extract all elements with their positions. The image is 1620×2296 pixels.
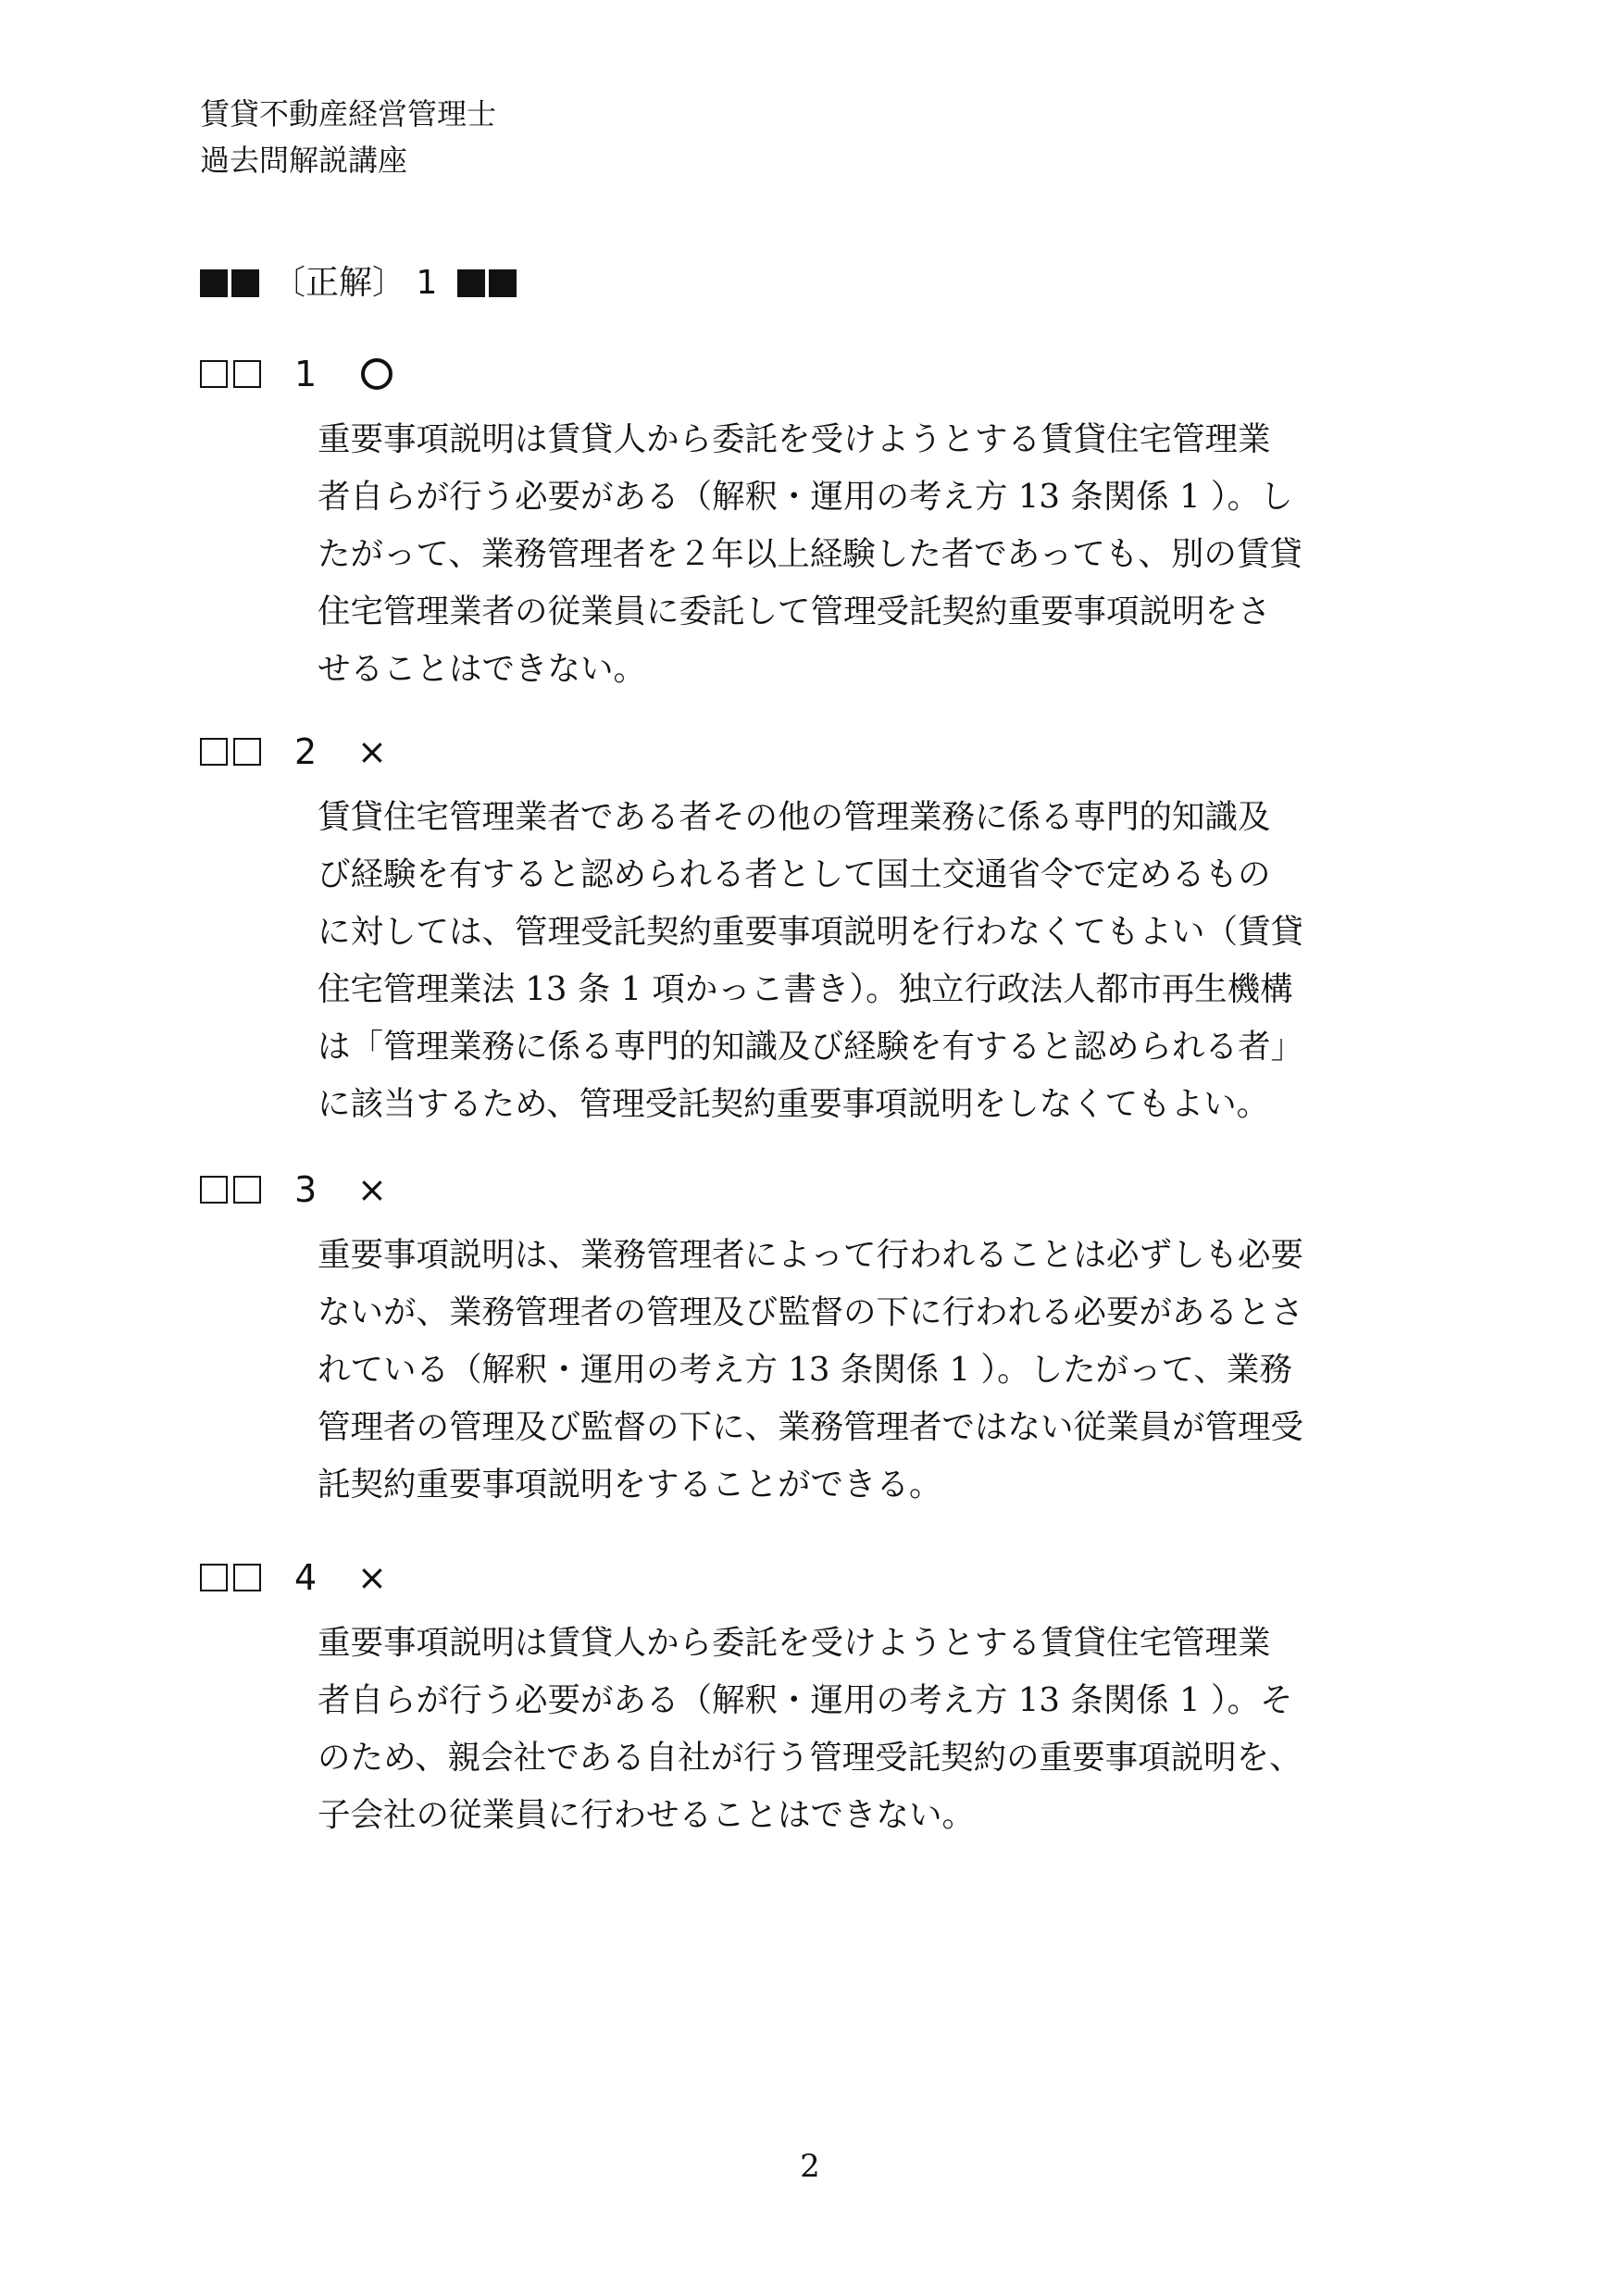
item-header — [200, 1552, 1366, 1603]
body-line: 子会社の従業員に行わせることはできない。 — [318, 1796, 976, 1834]
body-line: 管理者の管理及び監督の下に、業務管理者ではない従業員が管理受 — [318, 1408, 1304, 1446]
answer-right-blocks — [457, 269, 520, 297]
explanation-item-2 — [200, 726, 1366, 1133]
page-number: 2 — [800, 2148, 820, 2185]
checkbox-icon[interactable] — [200, 1564, 228, 1591]
black-square-icon — [231, 269, 259, 297]
answer-left-blocks — [200, 269, 263, 297]
item-header — [200, 726, 1366, 778]
checkbox-icon[interactable] — [233, 1176, 261, 1204]
body-line: 住宅管理業者の従業員に委託して管理受託契約重要事項説明をさ — [318, 593, 1271, 630]
header-title: 賃貸不動産経営管理士 — [200, 96, 497, 131]
item-number: 1 — [294, 354, 318, 394]
checkbox-icon[interactable] — [233, 360, 261, 388]
body-line: たがって、業務管理者を２年以上経験した者であっても、別の賃貸 — [318, 535, 1302, 573]
item-number: 2 — [294, 731, 318, 772]
correct-mark-icon — [361, 358, 393, 390]
checkbox-icon[interactable] — [233, 738, 261, 766]
checkbox-icon[interactable] — [200, 1176, 228, 1204]
item-header — [200, 348, 1366, 400]
checkbox-icon[interactable] — [233, 1564, 261, 1591]
body-line: 住宅管理業法 13 条 1 項かっこ書き）。独立行政法人都市再生機構 — [318, 970, 1293, 1008]
body-line: 重要事項説明は、業務管理者によって行われることは必ずしも必要 — [318, 1236, 1304, 1274]
checkbox-icon[interactable] — [200, 738, 228, 766]
item-number: 3 — [294, 1169, 318, 1210]
header-subtitle: 過去問解説講座 — [200, 143, 408, 178]
document-header — [200, 91, 496, 183]
body-line: 重要事項説明は賃貸人から委託を受けようとする賃貸住宅管理業 — [318, 420, 1271, 458]
incorrect-mark-icon: × — [357, 1557, 387, 1598]
item-header — [200, 1164, 1366, 1216]
explanation-item-1 — [200, 348, 1366, 698]
body-line: び経験を有すると認められる者として国土交通省令で定めるもの — [318, 855, 1271, 893]
black-square-icon — [200, 269, 228, 297]
body-line: 者自らが行う必要がある（解釈・運用の考え方 13 条関係 1 ）。し — [318, 478, 1293, 516]
answer-text: 〔正解〕 1 — [272, 264, 438, 302]
body-line: せることはできない。 — [318, 650, 647, 688]
item-body — [318, 1227, 1366, 1514]
incorrect-mark-icon: × — [357, 731, 387, 772]
body-line: 重要事項説明は賃貸人から委託を受けようとする賃貸住宅管理業 — [318, 1624, 1271, 1662]
body-line: 賃貸住宅管理業者である者その他の管理業務に係る専門的知識及 — [318, 798, 1271, 836]
body-line: に対しては、管理受託契約重要事項説明を行わなくてもよい（賃貸 — [318, 913, 1304, 951]
body-line: 託契約重要事項説明をすることができる。 — [318, 1466, 942, 1504]
body-line: れている（解釈・運用の考え方 13 条関係 1 ）。したがって、業務 — [318, 1351, 1292, 1389]
answer-heading — [200, 256, 520, 311]
explanation-item-3 — [200, 1164, 1366, 1514]
item-body — [318, 789, 1366, 1133]
body-line: のため、親会社である自社が行う管理受託契約の重要事項説明を、 — [318, 1739, 1302, 1777]
black-square-icon — [489, 269, 517, 297]
checkbox-icon[interactable] — [200, 360, 228, 388]
item-body — [318, 411, 1366, 698]
black-square-icon — [457, 269, 485, 297]
item-number: 4 — [294, 1557, 318, 1598]
body-line: 者自らが行う必要がある（解釈・運用の考え方 13 条関係 1 ）。そ — [318, 1681, 1293, 1719]
body-line: は「管理業務に係る専門的知識及び経験を有すると認められる者」 — [318, 1028, 1304, 1066]
body-line: ないが、業務管理者の管理及び監督の下に行われる必要があるとさ — [318, 1293, 1304, 1331]
body-line: に該当するため、管理受託契約重要事項説明をしなくてもよい。 — [318, 1085, 1270, 1123]
incorrect-mark-icon: × — [357, 1169, 387, 1210]
item-body — [318, 1615, 1366, 1844]
explanation-item-4 — [200, 1552, 1366, 1844]
